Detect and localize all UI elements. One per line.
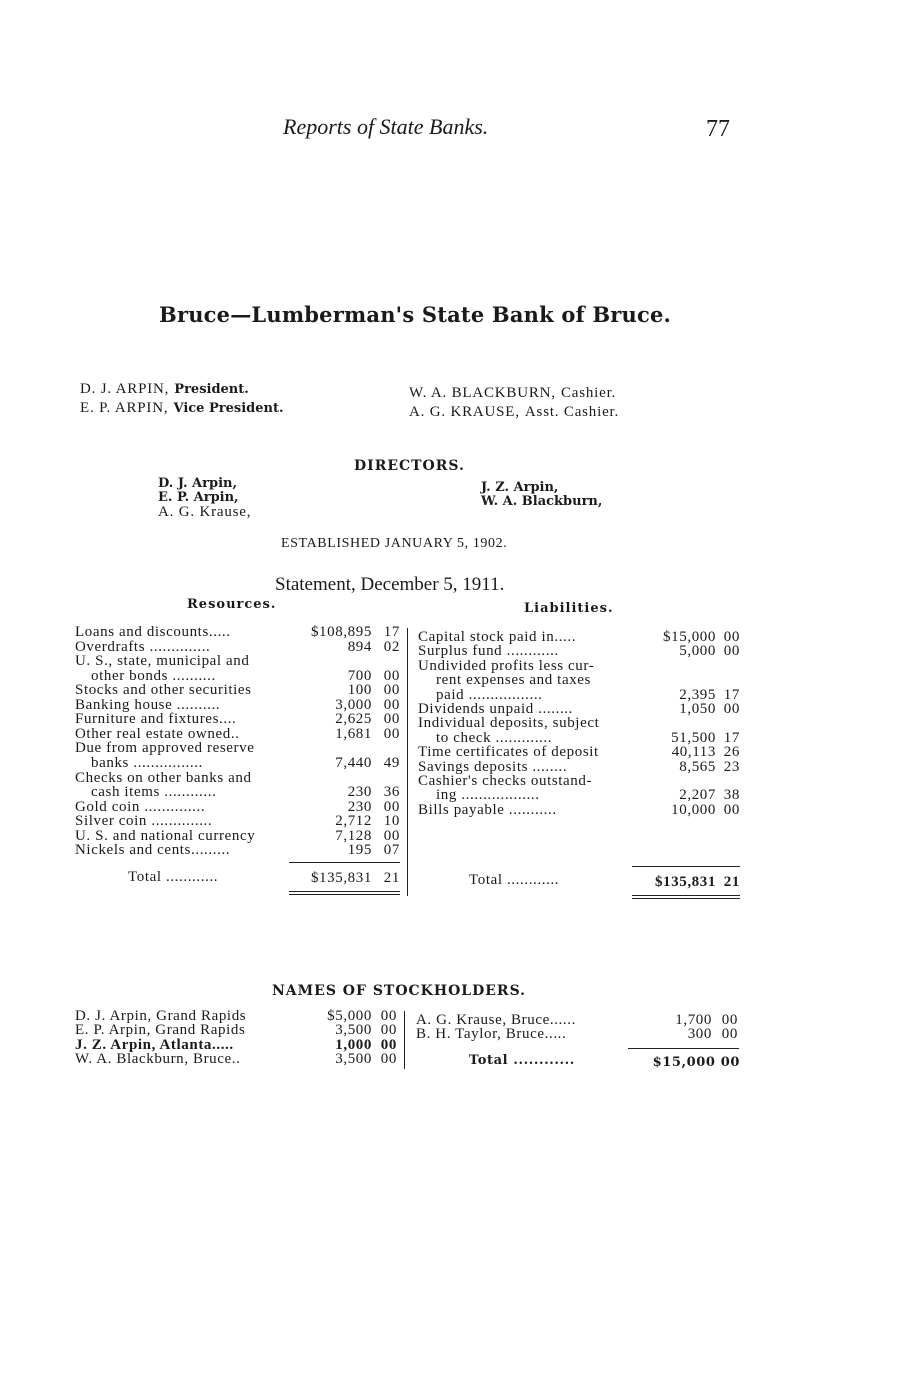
directors-right — [481, 481, 602, 509]
officers-right — [409, 382, 619, 420]
total-rule — [632, 866, 740, 867]
liability-row-label: Individual deposits, subject — [418, 715, 600, 732]
resource-row-cents: 07 — [383, 842, 400, 859]
resource-row-dollars: 3,000 — [335, 696, 372, 713]
liability-row-dollars: 5,000 — [679, 643, 716, 660]
resources-heading: Resources. — [187, 597, 277, 612]
established-date: ESTABLISHED JANUARY 5, 1902. — [281, 536, 508, 551]
officer-name: W. A. BLACKBURN, — [409, 385, 556, 401]
stockholder-name: D. J. Arpin, Grand Rapids — [75, 1008, 247, 1024]
liability-row-cents: 00 — [723, 629, 740, 645]
directors-left — [158, 477, 251, 519]
stockholder-name: W. A. Blackburn, Bruce.. — [75, 1050, 241, 1067]
resource-row-dollars: 2,712 — [335, 813, 372, 830]
liability-row-cents: 26 — [723, 744, 740, 761]
total-rule — [628, 1048, 739, 1049]
resource-row-cents: 00 — [383, 696, 400, 713]
resource-row-cents: 00 — [383, 667, 400, 684]
resource-row-cents: 00 — [383, 711, 400, 728]
resource-row-cents: 17 — [383, 624, 400, 640]
officers-left — [80, 378, 283, 416]
resource-row-label: other bonds .......... — [91, 667, 216, 684]
liabilities-total-dollars: $135,831 — [654, 874, 716, 890]
resources-total-dollars: $135,831 — [310, 870, 372, 886]
resource-row-dollars: 894 — [347, 638, 372, 655]
resource-row-dollars: 230 — [347, 798, 372, 815]
liability-row-cents: 00 — [723, 701, 740, 717]
officer-name: D. J. ARPIN, — [80, 381, 170, 397]
resource-row-label: Gold coin .............. — [75, 798, 206, 815]
liability-row-cents: 38 — [723, 787, 740, 804]
bank-title: Bruce—Lumberman's State Bank of Bruce. — [159, 302, 672, 327]
officer-title: Cashier. — [560, 385, 617, 401]
resource-row-cents: 00 — [383, 798, 400, 815]
running-title: Reports of State Banks. — [283, 114, 489, 139]
directors-heading: DIRECTORS. — [354, 458, 465, 474]
liability-row-label: Bills payable ........... — [418, 801, 557, 818]
stockholder-cents: 00 — [721, 1026, 738, 1043]
director-name: E. P. Arpin, — [158, 490, 239, 505]
resource-row-dollars: $108,895 — [310, 624, 372, 640]
resource-row-cents: 49 — [383, 754, 400, 771]
resource-row-label: banks ................ — [91, 754, 203, 771]
liability-row-label: Undivided profits less cur- — [418, 657, 595, 674]
liability-row-label: paid ................. — [436, 686, 543, 703]
officer-name: A. G. KRAUSE, — [409, 404, 520, 420]
stockholder-cents: 00 — [380, 1036, 397, 1053]
stockholder-dollars: $5,000 — [327, 1008, 372, 1024]
resource-row-cents: 00 — [383, 682, 400, 699]
liability-row-cents: 00 — [723, 643, 740, 660]
liability-row-label: Surplus fund ............ — [418, 643, 559, 660]
liability-row-label: Cashier's checks outstand- — [418, 773, 593, 789]
liabilities-total-label: Total ............ — [469, 872, 560, 888]
liability-row-label: ing .................. — [436, 787, 540, 804]
resource-row-dollars: 195 — [347, 842, 372, 859]
liability-row-dollars: 10,000 — [671, 801, 716, 818]
liability-row-dollars: 8,565 — [679, 758, 716, 775]
liability-row-cents: 17 — [723, 686, 740, 703]
resource-row-dollars: 7,440 — [335, 754, 372, 771]
stockholders-heading: NAMES OF STOCKHOLDERS. — [272, 983, 527, 999]
stockholders-total-label: Total ............ — [469, 1053, 575, 1068]
officer-title: Asst. Cashier. — [524, 404, 620, 420]
resource-row-dollars: 230 — [347, 784, 372, 801]
resource-row-dollars: 100 — [347, 682, 372, 699]
resource-row-label: Banking house .......... — [75, 696, 221, 713]
double-rule — [632, 895, 740, 896]
resource-row-label: Stocks and other securities — [75, 682, 252, 699]
resource-row-label: Overdrafts .............. — [75, 638, 211, 655]
stockholder-name: B. H. Taylor, Bruce..... — [416, 1026, 567, 1043]
resources-total-label: Total ............ — [128, 869, 219, 885]
stockholder-dollars: 1,000 — [335, 1036, 372, 1053]
resource-row-cents: 10 — [383, 813, 400, 830]
liability-row-cents: 23 — [723, 758, 740, 775]
resource-row-cents: 02 — [383, 638, 400, 655]
double-rule — [289, 891, 400, 892]
resource-row-cents: 00 — [383, 725, 400, 742]
liability-row-dollars: 2,395 — [679, 686, 716, 703]
stockholder-name: E. P. Arpin, Grand Rapids — [75, 1022, 246, 1039]
liability-row-label: Savings deposits ........ — [418, 758, 568, 775]
resource-row-label: U. S., state, municipal and — [75, 653, 250, 670]
column-divider — [407, 628, 408, 896]
director-name: D. J. Arpin, — [158, 476, 237, 491]
stockholder-cents: 00 — [380, 1050, 397, 1067]
double-rule — [289, 894, 400, 895]
resource-row-label: Nickels and cents......... — [75, 842, 231, 859]
officer-title: Vice President. — [173, 401, 284, 416]
resource-row-cents: 36 — [383, 784, 400, 801]
liability-row-label: to check ............. — [436, 729, 553, 746]
director-name: W. A. Blackburn, — [481, 494, 603, 509]
liability-row-cents: 17 — [723, 729, 740, 746]
resource-row-label: Checks on other banks and — [75, 769, 252, 786]
liability-row-dollars: 40,113 — [671, 744, 716, 761]
officer-name: E. P. ARPIN, — [80, 400, 169, 416]
liability-row-dollars: 1,050 — [679, 701, 716, 717]
liability-row-label: Time certificates of deposit — [418, 744, 599, 761]
resource-row-dollars: 7,128 — [335, 827, 372, 844]
resource-row-label: cash items ............ — [91, 784, 217, 801]
director-name: J. Z. Arpin, — [481, 480, 559, 495]
page-number: 77 — [706, 116, 730, 142]
resource-row-label: Other real estate owned.. — [75, 725, 240, 742]
liabilities-heading: Liabilities. — [524, 601, 614, 616]
double-rule — [632, 898, 740, 899]
officer-title: President. — [174, 382, 249, 397]
resource-row-dollars: 700 — [347, 667, 372, 684]
stockholder-dollars: 300 — [687, 1026, 712, 1043]
liability-row-dollars: 2,207 — [679, 787, 716, 804]
statement-title: Statement, December 5, 1911. — [275, 574, 505, 595]
resource-row-label: Loans and discounts..... — [75, 624, 231, 640]
liability-row-label: Dividends unpaid ........ — [418, 701, 573, 717]
total-rule — [289, 862, 400, 863]
stockholder-dollars: 3,500 — [335, 1050, 372, 1067]
liabilities-total-cents: 21 — [723, 874, 740, 890]
stockholders-total-amount: $15,000 00 — [652, 1055, 740, 1070]
resource-row-label: Silver coin .............. — [75, 813, 213, 830]
stockholders-divider — [404, 1011, 405, 1069]
director-name: A. G. Krause, — [158, 504, 252, 520]
stockholder-dollars: 3,500 — [335, 1022, 372, 1039]
liability-row-label: Capital stock paid in..... — [418, 629, 577, 645]
liability-row-cents: 00 — [723, 801, 740, 818]
stockholder-cents: 00 — [380, 1008, 397, 1024]
resource-row-dollars: 2,625 — [335, 711, 372, 728]
liability-row-dollars: 51,500 — [671, 729, 716, 746]
stockholder-dollars: 1,700 — [675, 1012, 712, 1028]
resource-row-dollars: 1,681 — [335, 725, 372, 742]
stockholder-name: A. G. Krause, Bruce...... — [416, 1012, 576, 1028]
stockholder-cents: 00 — [380, 1022, 397, 1039]
liability-row-dollars: $15,000 — [663, 629, 716, 645]
resource-row-label: Due from approved reserve — [75, 740, 255, 757]
stockholder-cents: 00 — [721, 1012, 738, 1028]
stockholder-name: J. Z. Arpin, Atlanta..... — [75, 1036, 234, 1053]
resource-row-cents: 00 — [383, 827, 400, 844]
resource-row-label: Furniture and fixtures.... — [75, 711, 237, 728]
resource-row-label: U. S. and national currency — [75, 827, 256, 844]
resources-total-cents: 21 — [383, 870, 400, 886]
liability-row-label: rent expenses and taxes — [436, 672, 591, 689]
